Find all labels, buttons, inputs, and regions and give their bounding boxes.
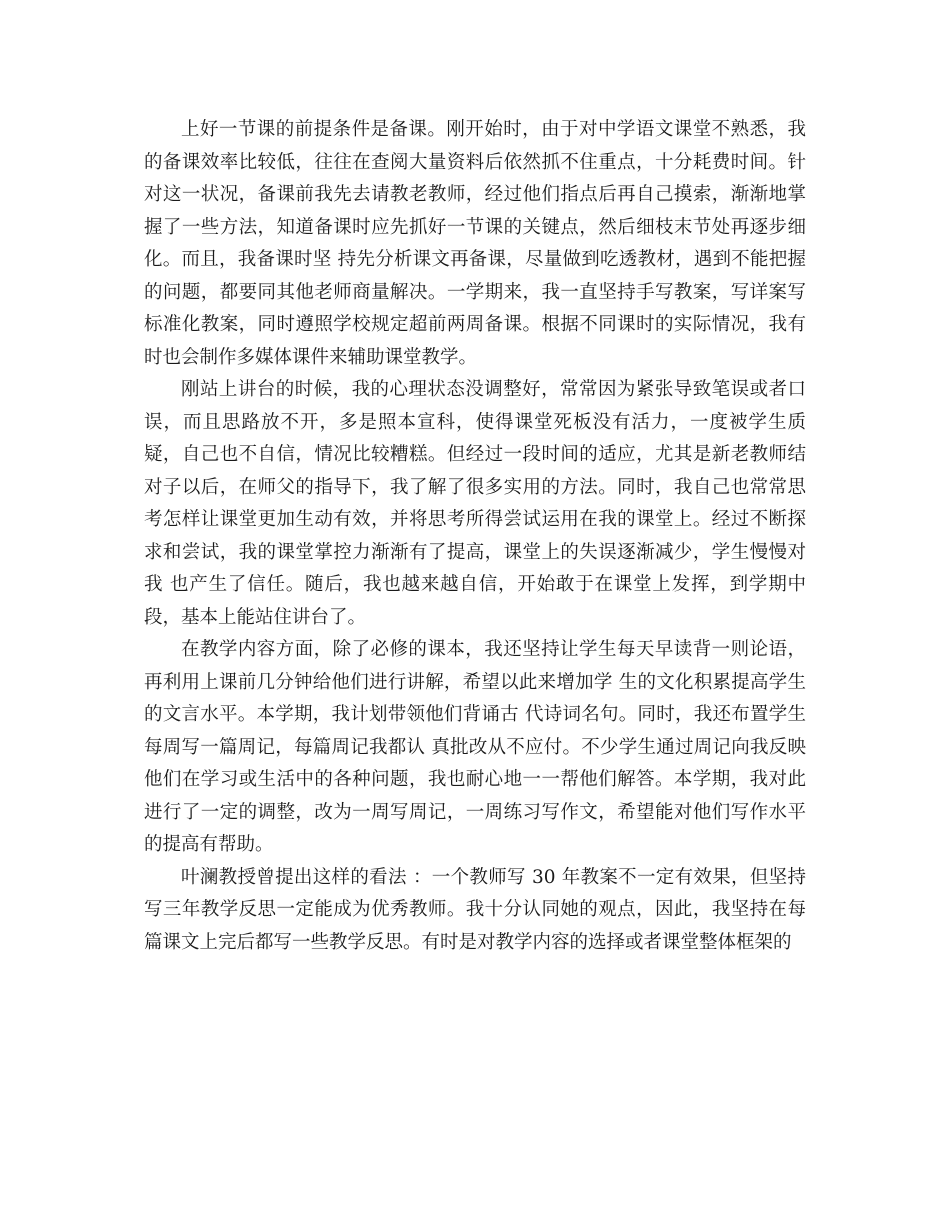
document-body [144, 114, 806, 959]
paragraph-classroom-confidence: 刚站上讲台的时候，我的心理状态没调整好，常常因为紧张导致笔误或者口误，而且思路放不开，多是照本宣科，使得课堂死板没有活力，一度被学生质疑，自己也不自信，情况比较糟糕。但经过一段时间的适应，尤其是新老教师结对子以后，在师父的指导下，我了解了很多实用的方法。同时，我自己也常常思考怎样让课堂更加生动有效，并将思考所得尝试运用在我的课堂上。经过不断探求和尝试，我的课堂掌控力渐渐有了提高，课堂上的失误逐渐减少，学生慢慢对我 也产生了信任。随后，我也越来越自信，开始敢于在课堂上发挥，到学期中段，基本上能站住讲台了。 [144, 379, 806, 628]
paragraph-lesson-preparation: 上好一节课的前提条件是备课。刚开始时，由于对中学语文课堂不熟悉，我的备课效率比较低，往往在查阅大量资料后依然抓不住重点，十分耗费时间。针对这一状况，备课前我先去请教老教师，经过他们指点后再自己摸索，渐渐地掌握了一些方法，知道备课时应先抓好一节课的关键点，然后细枝末节处再逐步细化。而且，我备课时坚 持先分析课文再备课，尽量做到吃透教材，遇到不能把握的问题，都要同其他老师商量解决。一学期来，我一直坚持手写教案，写详案写标准化教案，同时遵照学校规定超前两周备课。根据不同课时的实际情况，我有时也会制作多媒体课件来辅助课堂教学。 [144, 119, 806, 368]
paragraph-teaching-reflection: 叶澜教授曾提出这样的看法 ：一个教师写 30 年教案不一定有效果，但坚持写三年教学反思一定能成为优秀教师。我十分认同她的观点，因此，我坚持在每篇课文上完后都写一些教学反思。有时是对教学内容的选择或者课堂整体框架的 [144, 866, 806, 953]
paragraph-teaching-content: 在教学内容方面，除了必修的课本，我还坚持让学生每天早读背一则论语，再利用上课前几分钟给他们进行讲解，希望以此来增加学 生的文化积累提高学生的文言水平。本学期，我计划带领他们背诵古 代诗词名句。同时，我还布置学生每周写一篇周记，每篇周记我都认 真批改从不应付。不少学生通过周记向我反映他们在学习或生活中的各种问题，我也耐心地一一帮他们解答。本学期，我对此进行了一定的调整，改为一周写周记，一周练习写作文，希望能对他们写作水平的提高有帮助。 [144, 639, 806, 855]
